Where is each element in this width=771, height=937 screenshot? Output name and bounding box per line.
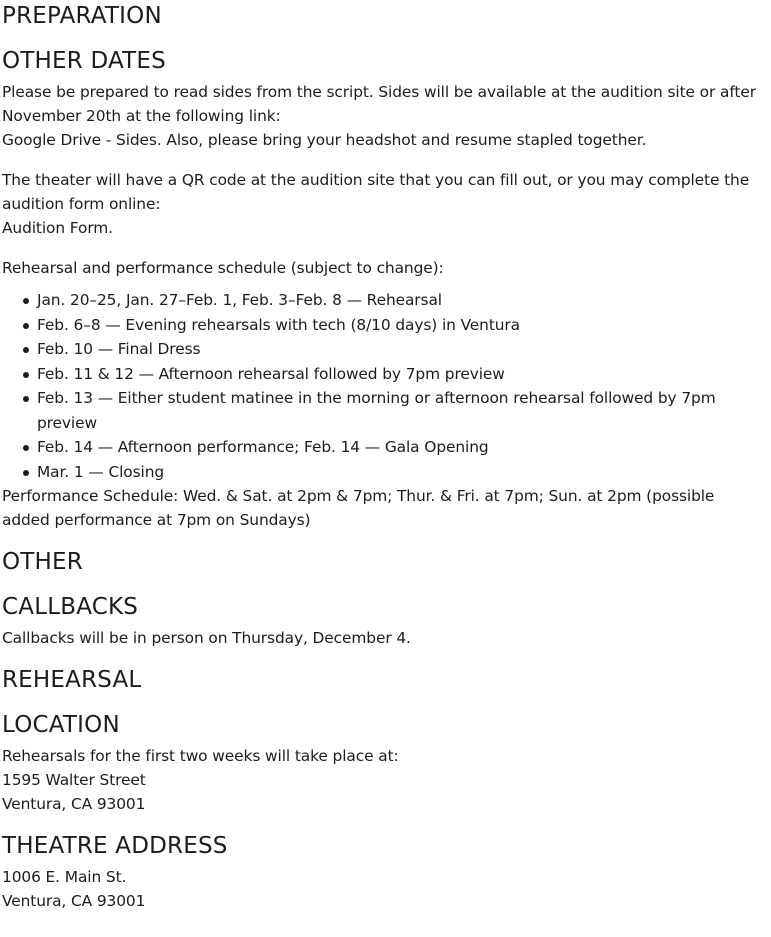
rehearsal-street: 1595 Walter Street: [2, 771, 146, 789]
bullet-icon: [23, 445, 29, 451]
heading-other: OTHER: [2, 549, 83, 575]
list-item: Feb. 13 — Either student matinee in the morning or afternoon rehearsal followed by 7pm preview: [37, 386, 764, 435]
rehearsal-city: Ventura, CA 93001: [2, 795, 146, 813]
list-item: Feb. 6–8 — Evening rehearsals with tech (8/10 days) in Ventura: [37, 313, 764, 338]
theatre-street: 1006 E. Main St.: [2, 868, 127, 886]
sides-paragraph: [2, 80, 764, 152]
callbacks-text: Callbacks will be in person on Thursday, December 4.: [2, 629, 411, 647]
heading-preparation: PREPARATION: [2, 3, 162, 29]
bullet-icon: [23, 372, 29, 378]
performance-schedule: Performance Schedule: Wed. & Sat. at 2pm & 7pm; Thur. & Fri. at 7pm; Sun. at 2pm (possible added performance at 7pm on Sundays): [2, 487, 715, 529]
theatre-city: Ventura, CA 93001: [2, 892, 146, 910]
heading-callbacks: CALLBACKS: [2, 594, 139, 620]
audition-form-link[interactable]: Audition Form.: [2, 219, 113, 237]
list-item: Feb. 11 & 12 — Afternoon rehearsal followed by 7pm preview: [37, 362, 764, 387]
rehearsal-intro: Rehearsals for the first two weeks will take place at:: [2, 747, 399, 765]
google-drive-sides-link[interactable]: Google Drive - Sides.: [2, 131, 162, 149]
bullet-icon: [23, 470, 29, 476]
heading-rehearsal: REHEARSAL: [2, 667, 142, 693]
bullet-icon: [23, 347, 29, 353]
heading-other-dates: OTHER DATES: [2, 48, 166, 74]
sides-after-text: Also, please bring your headshot and resume stapled together.: [161, 131, 647, 149]
list-item: Feb. 10 — Final Dress: [37, 337, 764, 362]
list-item: Feb. 14 — Afternoon performance; Feb. 14 — Gala Opening: [37, 435, 764, 460]
heading-location: LOCATION: [2, 712, 120, 738]
list-item: Jan. 20–25, Jan. 27–Feb. 1, Feb. 3–Feb. 8 — Rehearsal: [37, 288, 764, 313]
theatre-address: [2, 865, 764, 913]
qr-paragraph: [2, 168, 764, 240]
schedule-intro: Rehearsal and performance schedule (subject to change):: [2, 259, 444, 277]
schedule-list: [2, 288, 764, 484]
sides-text: Please be prepared to read sides from the script. Sides will be available at the audition site or after November 20th at the following link:: [2, 83, 756, 125]
bullet-icon: [23, 396, 29, 402]
list-item: Mar. 1 — Closing: [37, 460, 764, 485]
page-content: [0, 1, 764, 913]
heading-theatre-address: THEATRE ADDRESS: [2, 833, 228, 859]
bullet-icon: [23, 298, 29, 304]
qr-text: The theater will have a QR code at the audition site that you can fill out, or you may complete the audition form online:: [2, 171, 750, 213]
rehearsal-location-address: [2, 744, 764, 816]
bullet-icon: [23, 323, 29, 329]
